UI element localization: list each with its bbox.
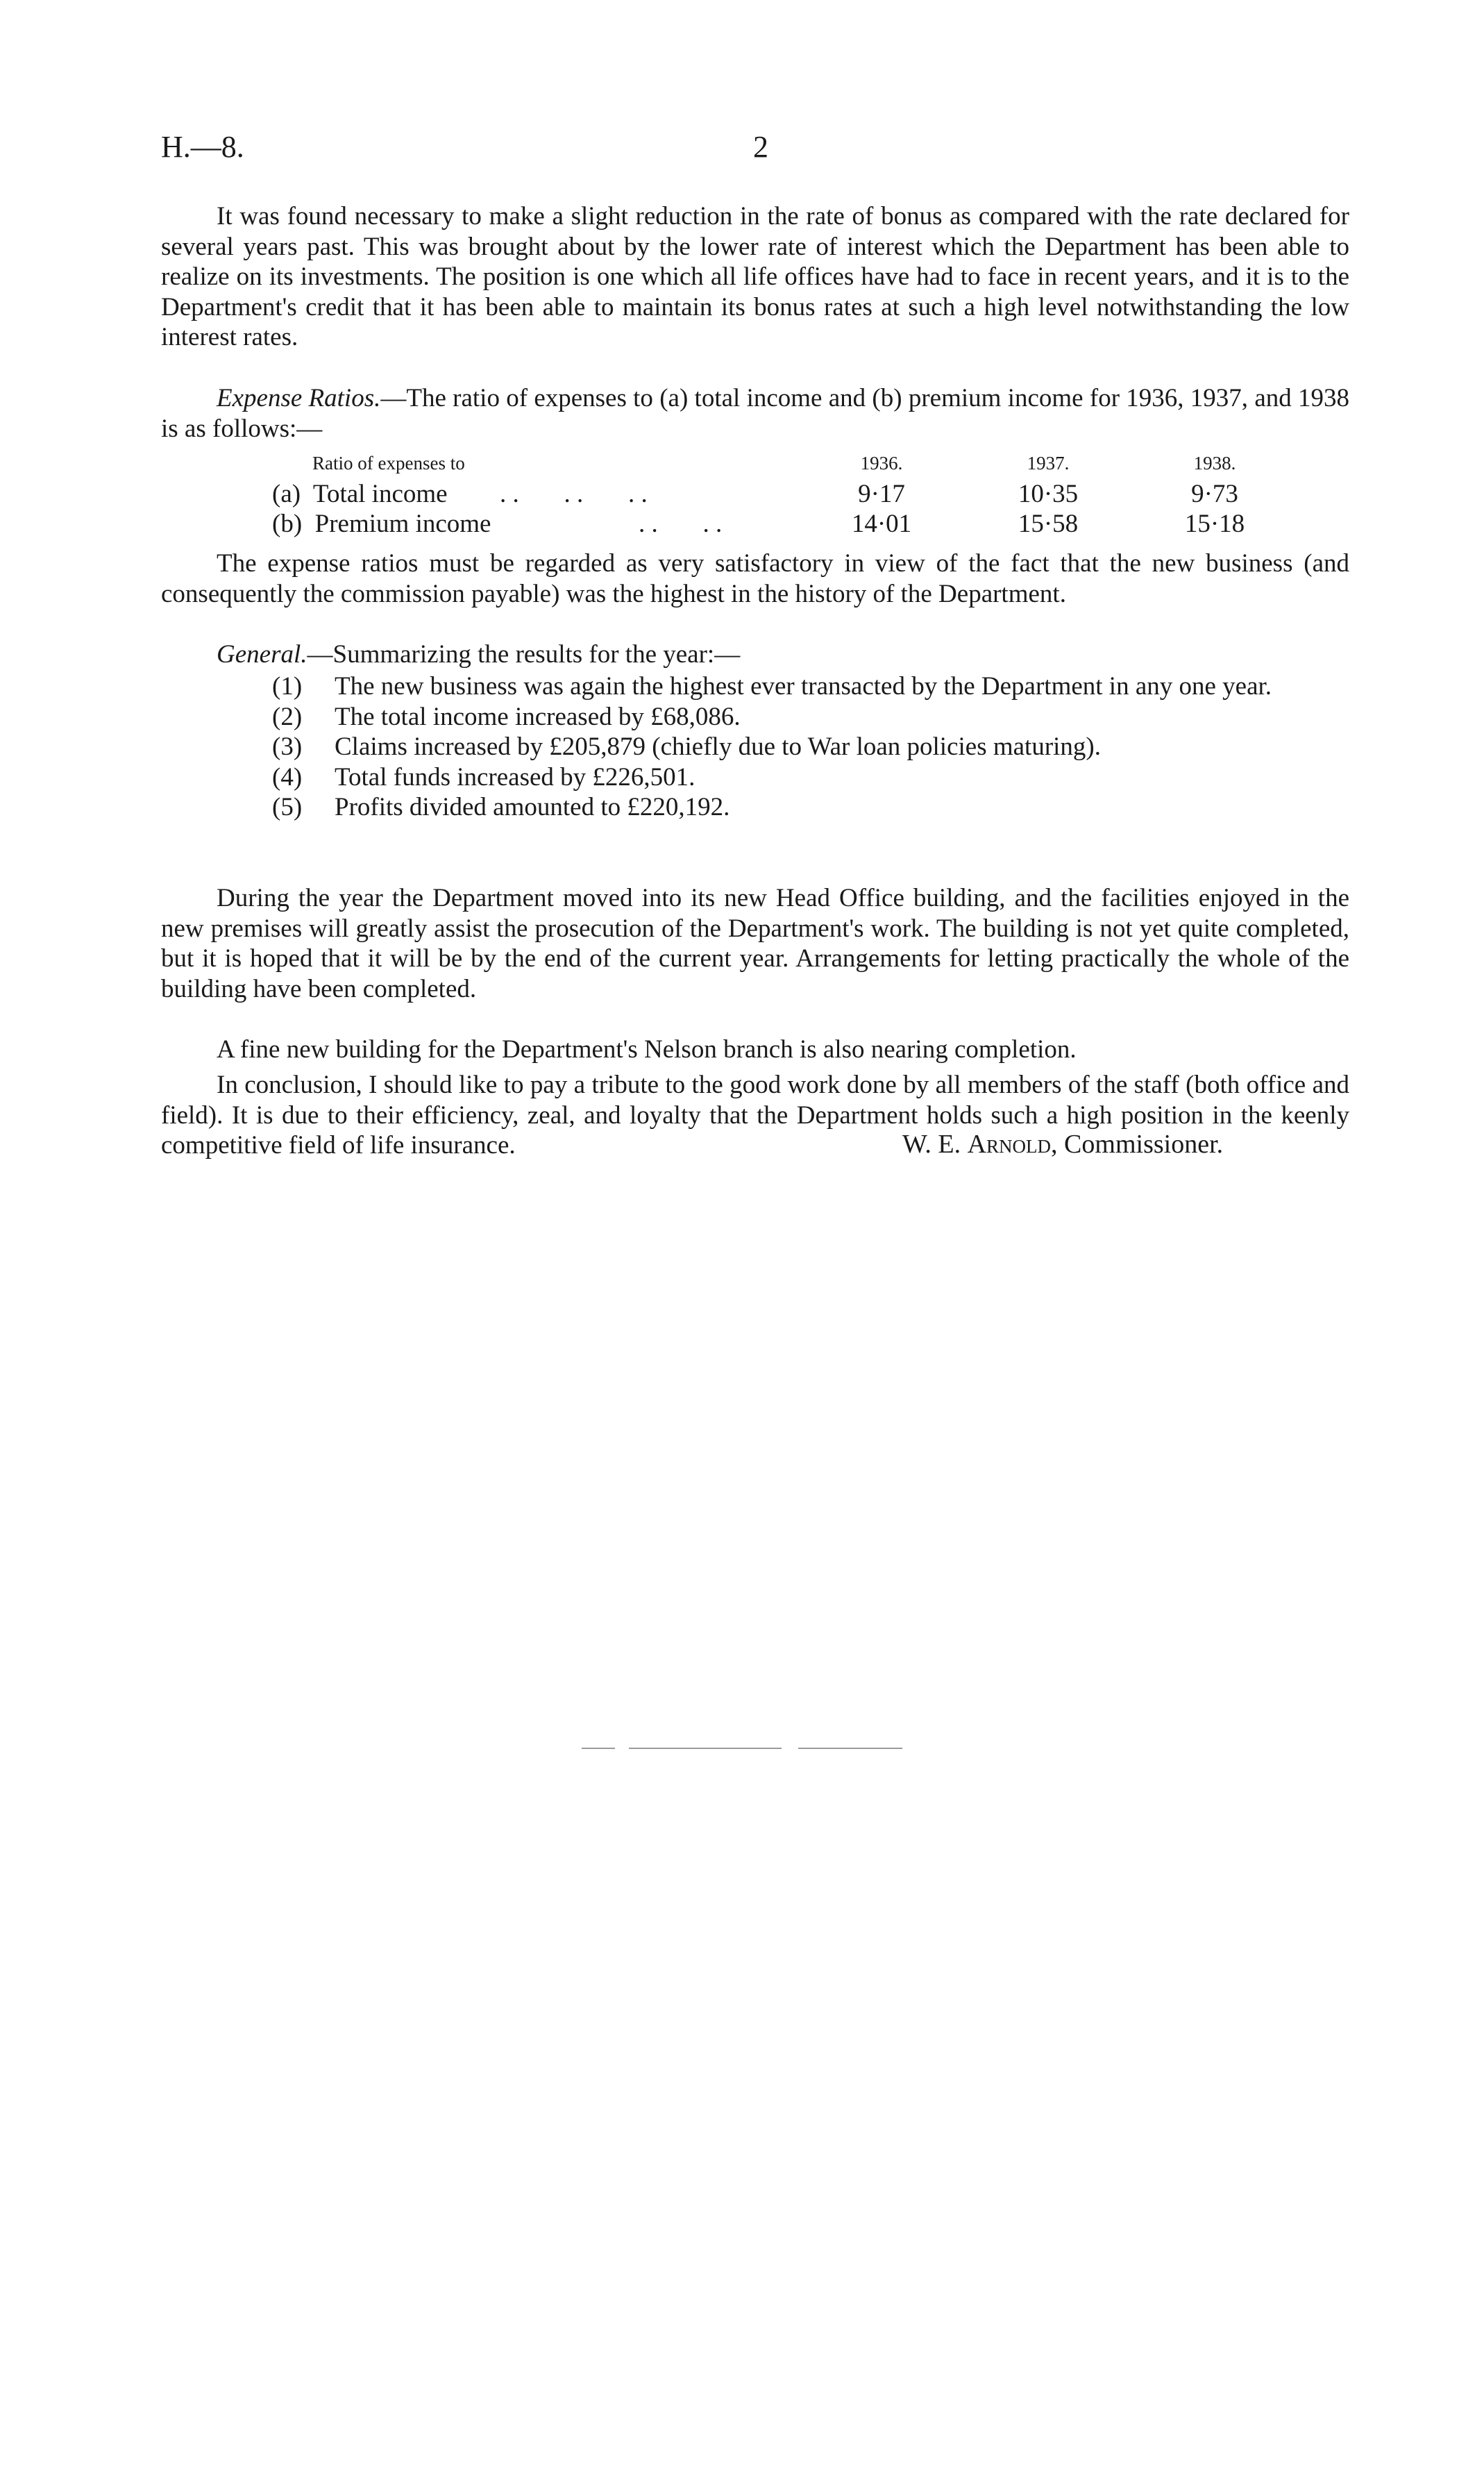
list-number: (3) <box>272 733 303 761</box>
building-paragraph: During the year the Department moved into its new Head Office building, and the facilities enjoyed in the new premises will greatly assist the prosecution of the Department's work. The building is not yet quite completed, but it is hoped that it will be by the end of the current year. Arrangements for letting practically the whole of the building have been completed. <box>161 884 1349 1003</box>
list-item <box>272 732 1349 762</box>
list-number: (1) <box>272 672 303 701</box>
expense-ratios-intro: —The ratio of expenses to (a) total income and (b) premium income for 1936, 1937, and 1938 is as follows:— <box>161 384 1350 443</box>
row-label-premium-income <box>264 509 798 539</box>
general-heading: General. <box>217 640 307 669</box>
list-number: (4) <box>272 762 303 792</box>
list-item <box>272 762 1349 793</box>
closing-rule-segment <box>582 1748 615 1749</box>
conclusion-paragraph: In conclusion, I should like to pay a tribute to the good work done by all members of the staff (both office and field). It is due to their efficiency, zeal, and loyalty that the Department holds such a high position in the keenly competitive field of life insurance. <box>161 1071 1349 1160</box>
general-paragraph <box>161 639 1349 670</box>
list-item <box>272 671 1349 702</box>
year-header-1938: 1938. <box>1193 452 1236 474</box>
expense-ratios-heading: Expense Ratios. <box>217 384 381 412</box>
general-intro: —Summarizing the results for the year:— <box>307 640 741 669</box>
row-leaders: . . . . <box>639 510 723 538</box>
list-number: (2) <box>272 702 303 731</box>
row-letter: (a) <box>272 480 301 508</box>
table-row <box>264 479 1298 509</box>
closing-rule-segment <box>798 1748 902 1749</box>
list-item <box>272 792 1349 823</box>
list-number: (5) <box>272 793 303 821</box>
list-text: Profits divided amounted to £220,192. <box>335 793 730 821</box>
nelson-paragraph: A fine new building for the Department's Nelson branch is also nearing completion. <box>217 1035 1077 1064</box>
summary-list <box>272 671 1349 823</box>
list-text: The new business was again the highest ever transacted by the Department in any one year. <box>335 672 1272 701</box>
row-label: Premium income <box>314 510 491 538</box>
cell-value: 14·01 <box>851 510 912 538</box>
list-text: Total funds increased by £226,501. <box>335 762 695 792</box>
table-row <box>264 509 1298 539</box>
row-label: Total income <box>312 480 448 508</box>
signature-initials: W. E. <box>902 1130 968 1159</box>
table-header-row <box>264 447 1298 479</box>
expense-ratios-paragraph <box>161 383 1349 444</box>
year-header-1937: 1937. <box>1027 452 1070 474</box>
closing-rule-segment <box>629 1748 782 1749</box>
list-text: Claims increased by £205,879 (chiefly due to War loan policies maturing). <box>335 733 1102 761</box>
cell-value: 9·17 <box>858 480 905 508</box>
row-leaders: . . . . . . <box>500 480 648 508</box>
year-header-1936: 1936. <box>860 452 903 474</box>
document-reference: H.—8. <box>161 130 244 164</box>
table-header-label: Ratio of expenses to <box>312 452 465 474</box>
signature-title: , Commissioner. <box>1051 1130 1224 1159</box>
expense-ratio-table <box>264 447 1298 539</box>
cell-value: 15·18 <box>1184 510 1245 538</box>
row-label-total-income <box>264 479 798 509</box>
cell-value: 15·58 <box>1018 510 1079 538</box>
signature-surname: Arnold <box>967 1130 1052 1159</box>
expense-comment-paragraph: The expense ratios must be regarded as very satisfactory in view of the fact that the new business (and consequently the commission payable) was the highest in the history of the Department. <box>161 549 1349 608</box>
page-number: 2 <box>753 130 768 164</box>
list-item <box>272 702 1349 733</box>
row-letter: (b) <box>272 510 303 538</box>
cell-value: 10·35 <box>1018 480 1079 508</box>
cell-value: 9·73 <box>1191 480 1238 508</box>
list-text: The total income increased by £68,086. <box>335 702 741 731</box>
bonus-paragraph: It was found necessary to make a slight reduction in the rate of bonus as compared with the rate declared for several years past. This was brought about by the lower rate of interest which the Department has been able to realize on its investments. The position is one which all life offices have had to face in recent years, and it is to the Department's credit that it has been able to maintain its bonus rates at such a high level notwithstanding the low interest rates. <box>161 202 1349 351</box>
signature <box>902 1129 1223 1160</box>
